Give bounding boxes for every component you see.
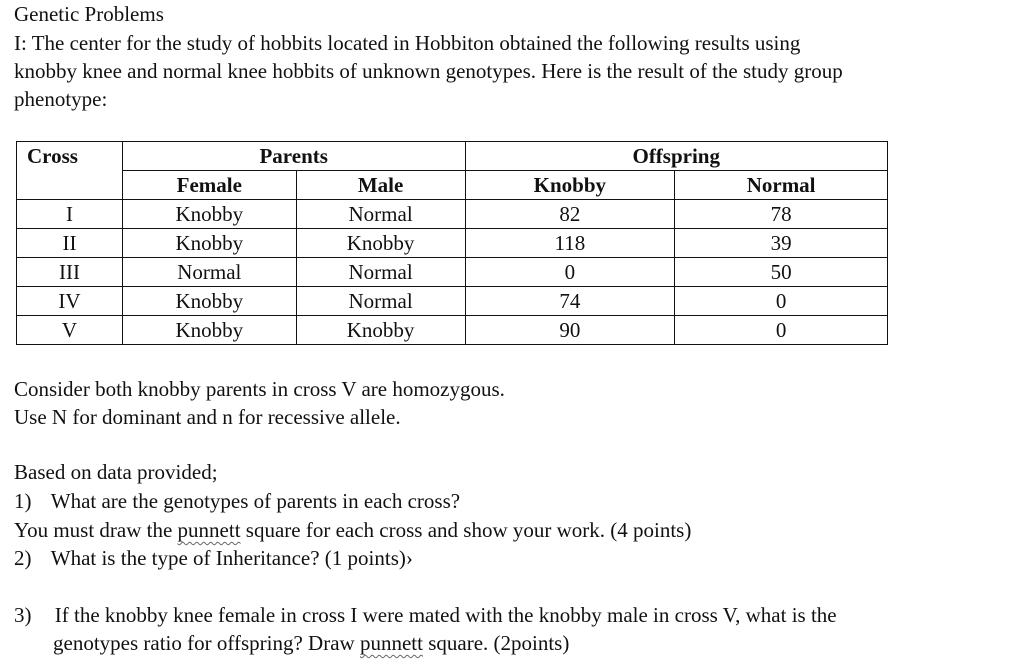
cell-knobby: 82 — [465, 200, 675, 229]
note-line-2: Use N for dominant and n for recessive allele. — [14, 405, 401, 429]
cell-knobby: 74 — [465, 287, 675, 316]
cell-normal: 0 — [675, 316, 888, 345]
cell-knobby: 0 — [465, 258, 675, 287]
header-knobby: Knobby — [465, 171, 675, 200]
header-cross: Cross — [17, 142, 123, 171]
table-row — [17, 316, 888, 345]
header-offspring: Offspring — [465, 142, 888, 171]
question-1 — [14, 488, 460, 514]
intro-line-3: phenotype: — [14, 87, 108, 111]
table-row — [17, 258, 888, 287]
cell-cross: III — [17, 258, 123, 287]
header-normal: Normal — [675, 171, 888, 200]
cell-female: Knobby — [122, 316, 296, 345]
table-row — [17, 200, 888, 229]
header-female: Female — [122, 171, 296, 200]
question-3-line-2-before: genotypes ratio for offspring? Draw — [53, 631, 360, 655]
header-male: Male — [296, 171, 465, 200]
question-1-note — [14, 517, 691, 543]
cell-male: Knobby — [296, 316, 465, 345]
cell-normal: 50 — [675, 258, 888, 287]
cell-cross: II — [17, 229, 123, 258]
question-3-number: 3) — [14, 603, 32, 627]
cell-male: Knobby — [296, 229, 465, 258]
cell-female: Knobby — [122, 229, 296, 258]
intro-line-2: knobby knee and normal knee hobbits of unknown genotypes. Here is the result of the study group — [14, 59, 843, 83]
question-1-text: What are the genotypes of parents in each cross? — [50, 489, 461, 513]
cell-female: Knobby — [122, 200, 296, 229]
cell-female: Normal — [122, 258, 296, 287]
cell-normal: 78 — [675, 200, 888, 229]
question-1-note-before: You must draw the — [14, 518, 178, 542]
question-3-line-2 — [53, 630, 569, 656]
question-3 — [14, 602, 837, 628]
question-2 — [14, 545, 413, 571]
cell-male: Normal — [296, 200, 465, 229]
cell-male: Normal — [296, 287, 465, 316]
intro-line-1: I: The center for the study of hobbits located in Hobbiton obtained the following results using — [14, 31, 801, 55]
table-row — [17, 229, 888, 258]
question-2-text: What is the type of Inheritance? (1 points)› — [50, 546, 413, 570]
cell-knobby: 118 — [465, 229, 675, 258]
cell-normal: 0 — [675, 287, 888, 316]
question-3-line-2-punnett: punnett — [359, 631, 423, 655]
cell-cross: IV — [17, 287, 123, 316]
question-2-number: 2) — [14, 546, 32, 570]
header-parents: Parents — [122, 142, 465, 171]
question-3-line-2-after: square. (2points) — [422, 631, 570, 655]
header-cross-blank — [17, 171, 123, 200]
document-heading: Genetic Problems — [14, 2, 164, 26]
note-line-1: Consider both knobby parents in cross V are homozygous. — [14, 377, 505, 401]
table-header-row-1 — [17, 142, 888, 171]
question-1-note-punnett: punnett — [177, 518, 241, 542]
table-row — [17, 287, 888, 316]
phenotype-results-table — [16, 141, 888, 345]
cell-male: Normal — [296, 258, 465, 287]
question-1-number: 1) — [14, 489, 32, 513]
questions-lead: Based on data provided; — [14, 460, 218, 484]
cell-cross: V — [17, 316, 123, 345]
table-header-row-2 — [17, 171, 888, 200]
cell-knobby: 90 — [465, 316, 675, 345]
cell-female: Knobby — [122, 287, 296, 316]
question-3-text-line-1: If the knobby knee female in cross I were mated with the knobby male in cross V, what is the — [54, 603, 837, 627]
question-1-note-after: square for each cross and show your work. (4 points) — [240, 518, 692, 542]
cell-cross: I — [17, 200, 123, 229]
cell-normal: 39 — [675, 229, 888, 258]
